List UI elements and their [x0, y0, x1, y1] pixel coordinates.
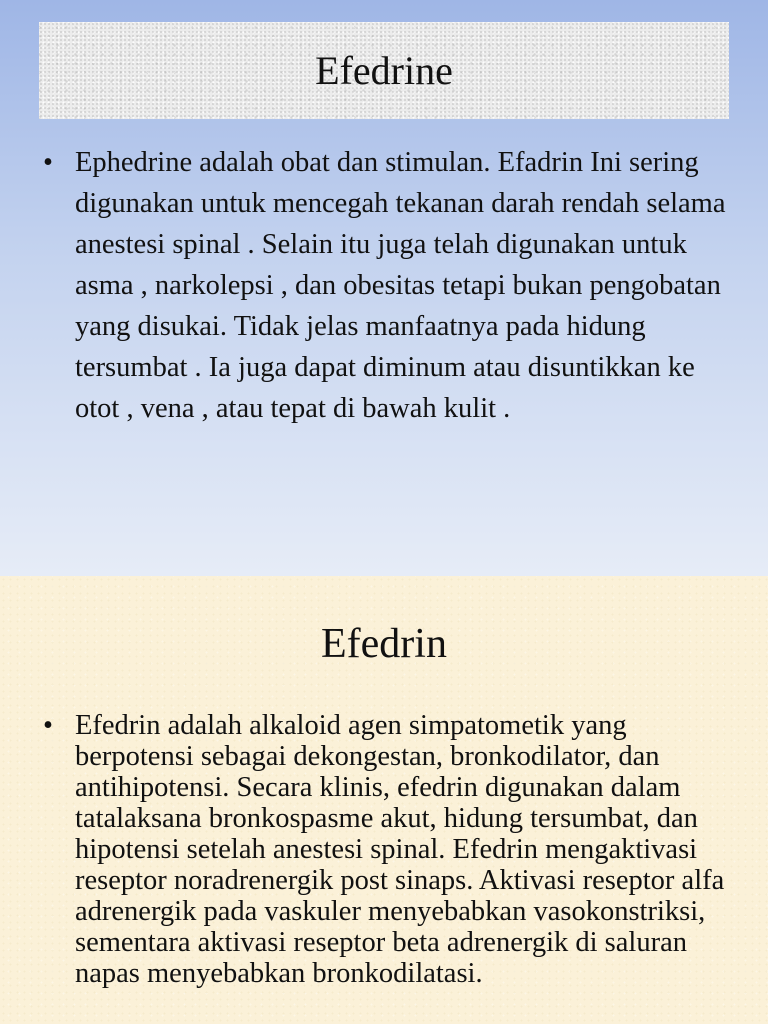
bullet-text: Efedrin adalah alkaloid agen simpatometik yang berpotensi sebagai dekongestan, bronkodilator, dan antihipotensi. Secara klinis, efedrin digunakan dalam tatalaksana bronkospasme akut, hidung tersumbat, dan hipotensi setelah anestesi spinal. Efedrin mengaktivasi reseptor noradrenergik post sinaps. Aktivasi reseptor alfa adrenergik pada vaskuler menyebabkan vasokonstriksi, sementara aktivasi reseptor beta adrenergik di saluran napas menyebabkan bronkodilatasi. [75, 710, 725, 989]
bullet-item [43, 710, 743, 989]
bullet-icon: • [43, 147, 53, 178]
slide-title: Efedrin [321, 621, 447, 667]
slide-title-box [39, 22, 729, 119]
bullet-icon: • [43, 710, 53, 741]
slide-title: Efedrine [315, 48, 453, 93]
bullet-text: Ephedrine adalah obat dan stimulan. Efadrin Ini sering digunakan untuk mencegah tekanan darah rendah selama anestesi spinal . Selain itu juga telah digunakan untuk asma , narkolepsi , dan obesitas tetapi bukan pengobatan yang disukai. Tidak jelas manfaatnya pada hidung tersumbat . Ia juga dapat diminum atau disuntikkan ke otot , vena , atau tepat di bawah kulit . [75, 147, 726, 424]
slide-efedrin [0, 576, 768, 1024]
bullet-item [43, 142, 733, 429]
